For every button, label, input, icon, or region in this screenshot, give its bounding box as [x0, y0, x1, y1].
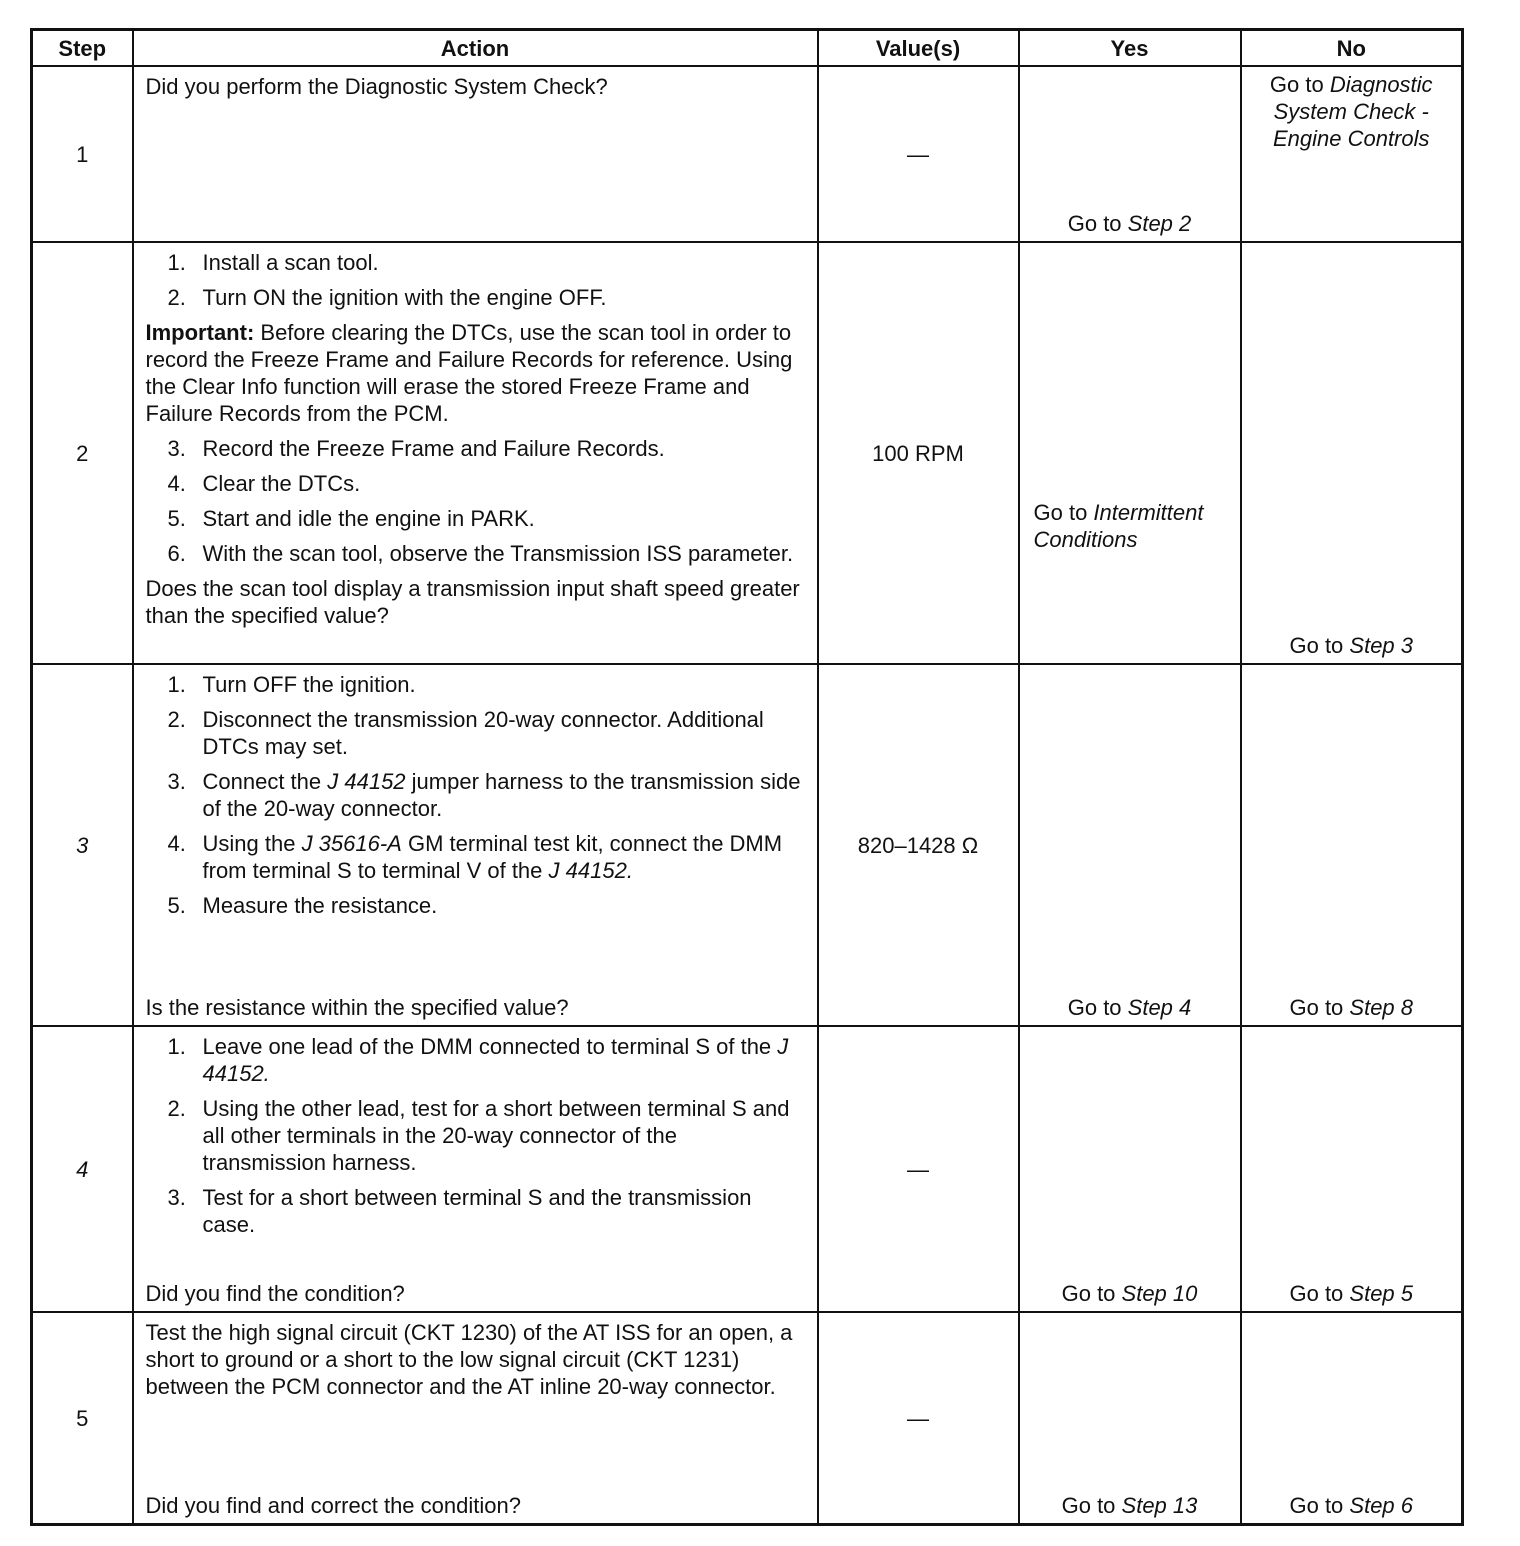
no-goto[interactable]: [1242, 1492, 1462, 1519]
item-number: 4.: [167, 471, 186, 496]
goto-ref: Step 8: [1349, 995, 1414, 1020]
item-number: 2.: [167, 285, 186, 310]
no-cell: [1241, 664, 1463, 1026]
list-item: [168, 470, 807, 497]
item-number: 5.: [167, 506, 186, 531]
yes-cell: [1019, 1312, 1241, 1525]
step-number: 2: [32, 242, 133, 664]
value-cell: —: [818, 66, 1019, 242]
item-text: Leave one lead of the DMM connected to terminal S of the: [202, 1034, 778, 1059]
question-text: Did you find the condition?: [145, 1281, 405, 1306]
header-action: Action: [133, 30, 818, 67]
goto-prefix: Go to: [1061, 1281, 1122, 1306]
item-text: jumper harness to the transmission side of the 20-way connector.: [202, 769, 801, 821]
value-cell: 820–1428 Ω: [818, 664, 1019, 1026]
no-goto[interactable]: [1242, 71, 1462, 152]
item-text: Clear the DTCs.: [202, 471, 361, 496]
goto-prefix: Go to: [1269, 72, 1330, 97]
value-cell: 100 RPM: [818, 242, 1019, 664]
item-number: 2.: [167, 707, 186, 732]
item-text: GM terminal test kit, connect the DMM from terminal S to terminal V of the: [202, 831, 783, 883]
important-note: [146, 319, 807, 427]
value-cell: —: [818, 1312, 1019, 1525]
list-item: [168, 1033, 807, 1087]
item-text: Test for a short between terminal S and the transmission case.: [202, 1185, 752, 1237]
list-item: [168, 1184, 807, 1238]
question-text: Does the scan tool display a transmission input shaft speed greater than the specified value?: [145, 576, 800, 628]
yes-cell: [1019, 242, 1241, 664]
goto-ref: Intermittent Conditions: [1033, 500, 1204, 552]
list-item: [168, 671, 807, 698]
item-text: Disconnect the transmission 20-way connector. Additional DTCs may set.: [202, 707, 764, 759]
action-cell: [133, 1312, 818, 1525]
list-item: [168, 435, 807, 462]
question-text: Did you perform the Diagnostic System Check?: [145, 74, 608, 99]
goto-prefix: Go to: [1289, 1281, 1350, 1306]
yes-goto[interactable]: [1020, 1280, 1240, 1307]
goto-ref: Step 10: [1121, 1281, 1198, 1306]
goto-prefix: Go to: [1289, 1493, 1350, 1518]
item-text: Connect the: [202, 769, 328, 794]
list-item: [168, 830, 807, 884]
yes-cell: [1019, 1026, 1241, 1312]
tool-ref: J 35616-A: [301, 831, 402, 856]
important-label: Important:: [145, 320, 255, 345]
yes-goto[interactable]: [1020, 994, 1240, 1021]
item-number: 3.: [167, 436, 186, 461]
item-text: Install a scan tool.: [202, 250, 379, 275]
diagnostic-table: [30, 28, 1464, 1526]
goto-ref: Step 5: [1349, 1281, 1414, 1306]
item-number: 5.: [167, 893, 186, 918]
table-row-step-2: [32, 242, 1463, 664]
table-row-step-1: [32, 66, 1463, 242]
goto-ref: Diagnostic System Check - Engine Controls: [1272, 72, 1433, 151]
yes-goto[interactable]: [1034, 499, 1240, 553]
table-row-step-3: [32, 664, 1463, 1026]
header-step: Step: [32, 30, 133, 67]
goto-ref: Step 4: [1127, 995, 1192, 1020]
item-text: With the scan tool, observe the Transmission ISS parameter.: [202, 541, 794, 566]
goto-ref: Step 3: [1349, 633, 1414, 658]
item-number: 1.: [167, 1034, 186, 1059]
list-item: [168, 249, 807, 276]
no-cell: [1241, 1026, 1463, 1312]
item-text: Record the Freeze Frame and Failure Records.: [202, 436, 665, 461]
no-goto[interactable]: [1242, 1280, 1462, 1307]
list-item: [168, 540, 807, 567]
yes-goto[interactable]: [1020, 1492, 1240, 1519]
step-number: 3: [32, 664, 133, 1026]
header-values: Value(s): [818, 30, 1019, 67]
item-text: Turn OFF the ignition.: [202, 672, 416, 697]
important-text: Before clearing the DTCs, use the scan tool in order to record the Freeze Frame and Failure Records for reference. Using the Clear Info function will erase the stored Freeze Frame and Failure Records from the PCM.: [145, 320, 793, 426]
no-cell: [1241, 242, 1463, 664]
item-number: 3.: [167, 1185, 186, 1210]
item-number: 1.: [167, 250, 186, 275]
tool-ref: J 44152: [327, 769, 406, 794]
action-cell: [133, 242, 818, 664]
item-number: 6.: [167, 541, 186, 566]
list-item: [168, 768, 807, 822]
item-text: Turn ON the ignition with the engine OFF.: [202, 285, 607, 310]
value-cell: —: [818, 1026, 1019, 1312]
goto-ref: Step 6: [1349, 1493, 1414, 1518]
step-number: 1: [32, 66, 133, 242]
item-text: Using the: [202, 831, 302, 856]
goto-prefix: Go to: [1033, 500, 1094, 525]
action-cell: [133, 1026, 818, 1312]
goto-prefix: Go to: [1061, 1493, 1122, 1518]
goto-ref: Step 13: [1121, 1493, 1198, 1518]
no-cell: [1241, 1312, 1463, 1525]
table-row-step-4: [32, 1026, 1463, 1312]
goto-ref: Step 2: [1127, 211, 1192, 236]
header-no: No: [1241, 30, 1463, 67]
list-item: [168, 892, 807, 919]
item-number: 2.: [167, 1096, 186, 1121]
table-row-step-5: [32, 1312, 1463, 1525]
item-number: 3.: [167, 769, 186, 794]
yes-cell: [1019, 664, 1241, 1026]
no-cell: [1241, 66, 1463, 242]
no-goto[interactable]: [1242, 994, 1462, 1021]
item-number: 4.: [167, 831, 186, 856]
item-text: Measure the resistance.: [202, 893, 438, 918]
step-number: 4: [32, 1026, 133, 1312]
header-row: [32, 30, 1463, 67]
yes-cell: [1019, 66, 1241, 242]
question-text: Is the resistance within the specified value?: [145, 995, 569, 1020]
no-goto[interactable]: [1242, 632, 1462, 659]
list-item: [168, 505, 807, 532]
action-cell: [133, 664, 818, 1026]
step-number: 5: [32, 1312, 133, 1525]
yes-goto[interactable]: [1020, 210, 1240, 237]
question-text: Did you find and correct the condition?: [145, 1493, 521, 1518]
goto-prefix: Go to: [1289, 995, 1350, 1020]
action-cell: [133, 66, 818, 242]
item-text: Using the other lead, test for a short between terminal S and all other terminals in the 20-way connector of the transmission harness.: [202, 1096, 790, 1175]
goto-prefix: Go to: [1067, 211, 1128, 236]
list-item: [168, 1095, 807, 1176]
list-item: [168, 706, 807, 760]
goto-prefix: Go to: [1067, 995, 1128, 1020]
list-item: [168, 284, 807, 311]
item-text: Start and idle the engine in PARK.: [202, 506, 535, 531]
goto-prefix: Go to: [1289, 633, 1350, 658]
header-yes: Yes: [1019, 30, 1241, 67]
tool-ref: J 44152.: [548, 858, 633, 883]
tool-ref: J 44152.: [202, 1034, 789, 1086]
action-text: Test the high signal circuit (CKT 1230) of the AT ISS for an open, a short to ground or a short to the low signal circuit (CKT 1231) between the PCM connector and the AT inline 20-way connector.: [145, 1320, 793, 1399]
item-number: 1.: [167, 672, 186, 697]
